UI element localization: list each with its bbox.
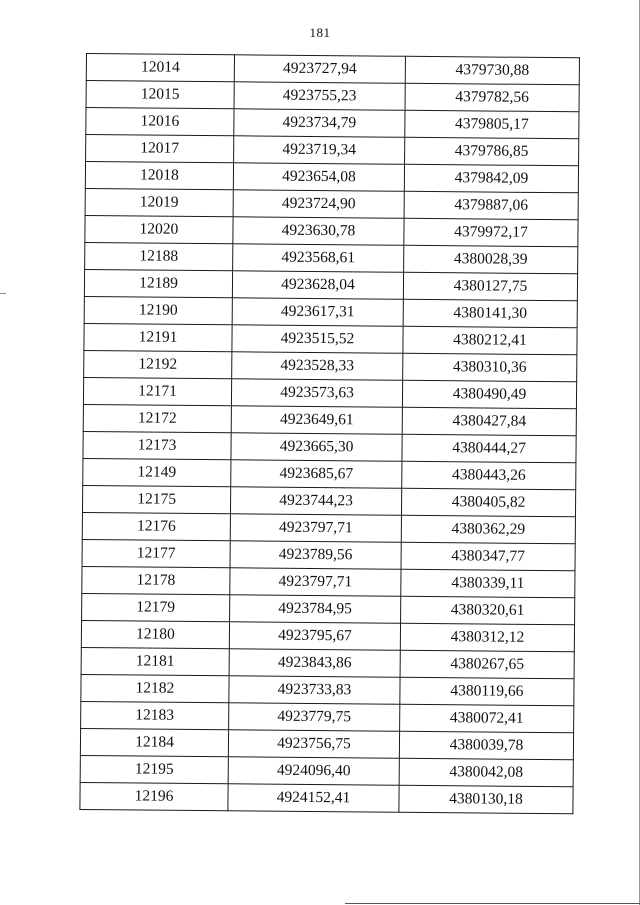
x-coordinate-cell: 4923685,67 (231, 460, 402, 488)
x-coordinate-cell: 4923528,33 (232, 352, 403, 380)
point-id-cell: 12178 (82, 566, 230, 594)
y-coordinate-cell: 4380130,18 (399, 785, 573, 814)
point-id-cell: 12188 (85, 242, 233, 270)
y-coordinate-cell: 4380339,11 (401, 569, 575, 598)
table-row (82, 485, 575, 516)
table-row (84, 323, 577, 354)
x-coordinate-cell: 4923573,63 (231, 379, 402, 407)
x-coordinate-cell: 4923756,75 (228, 730, 399, 758)
x-coordinate-cell: 4923649,61 (231, 406, 402, 434)
x-coordinate-cell: 4923744,23 (230, 487, 401, 515)
table-row (81, 620, 574, 651)
x-coordinate-cell: 4923654,08 (233, 163, 404, 191)
y-coordinate-cell: 4380320,61 (401, 596, 575, 625)
x-coordinate-cell: 4923755,23 (234, 82, 405, 110)
y-coordinate-cell: 4379782,56 (405, 83, 579, 112)
y-coordinate-cell: 4379972,17 (404, 218, 578, 247)
x-coordinate-cell: 4923795,67 (229, 622, 400, 650)
y-coordinate-cell: 4380028,39 (404, 245, 578, 274)
y-coordinate-cell: 4379786,85 (405, 137, 579, 166)
table-row (82, 539, 575, 570)
y-coordinate-cell: 4380119,66 (400, 677, 574, 706)
x-coordinate-cell: 4923628,04 (232, 271, 403, 299)
x-coordinate-cell: 4923789,56 (230, 541, 401, 569)
scan-mark-left (0, 293, 6, 294)
scan-line-bottom (345, 903, 640, 904)
y-coordinate-cell: 4380347,77 (401, 542, 575, 571)
point-id-cell: 12020 (85, 215, 233, 243)
point-id-cell: 12191 (84, 323, 232, 351)
x-coordinate-cell: 4923515,52 (232, 325, 403, 353)
x-coordinate-cell: 4923797,71 (230, 514, 401, 542)
table-row (85, 162, 578, 193)
point-id-cell: 12019 (85, 188, 233, 216)
table-row (82, 593, 575, 624)
table-row (83, 377, 576, 408)
y-coordinate-cell: 4380267,65 (400, 650, 574, 679)
x-coordinate-cell: 4923630,78 (233, 217, 404, 245)
table-row (80, 782, 573, 813)
point-id-cell: 12183 (81, 701, 229, 729)
x-coordinate-cell: 4923665,30 (231, 433, 402, 461)
point-id-cell: 12015 (86, 81, 234, 109)
x-coordinate-cell: 4923719,34 (234, 136, 405, 164)
table-row (86, 108, 579, 139)
y-coordinate-cell: 4380212,41 (403, 326, 577, 355)
table-row (81, 674, 574, 705)
x-coordinate-cell: 4923617,31 (232, 298, 403, 326)
x-coordinate-cell: 4923734,79 (234, 109, 405, 137)
y-coordinate-cell: 4379887,06 (404, 191, 578, 220)
y-coordinate-cell: 4380141,30 (403, 299, 577, 328)
table-row (84, 296, 577, 327)
table-row (84, 269, 577, 300)
table-row (84, 350, 577, 381)
point-id-cell: 12016 (86, 108, 234, 136)
x-coordinate-cell: 4923724,90 (233, 190, 404, 218)
y-coordinate-cell: 4379805,17 (405, 110, 579, 139)
point-id-cell: 12182 (81, 674, 229, 702)
x-coordinate-cell: 4923784,95 (230, 595, 401, 623)
y-coordinate-cell: 4380042,08 (399, 758, 573, 787)
x-coordinate-cell: 4923568,61 (233, 244, 404, 272)
table-row (80, 755, 573, 786)
point-id-cell: 12196 (80, 782, 228, 810)
point-id-cell: 12195 (80, 755, 228, 783)
table-row (85, 242, 578, 273)
point-id-cell: 12176 (82, 512, 230, 540)
point-id-cell: 12175 (82, 485, 230, 513)
y-coordinate-cell: 4380362,29 (401, 515, 575, 544)
y-coordinate-cell: 4380427,84 (402, 407, 576, 436)
y-coordinate-cell: 4380490,49 (402, 380, 576, 409)
y-coordinate-cell: 4380443,26 (402, 461, 576, 490)
page-number: 181 (309, 25, 331, 40)
table-row (83, 431, 576, 462)
x-coordinate-cell: 4924096,40 (228, 757, 399, 785)
table-row (83, 404, 576, 435)
y-coordinate-cell: 4380312,12 (400, 623, 574, 652)
y-coordinate-cell: 4379842,09 (404, 164, 578, 193)
table-row (86, 54, 579, 85)
table-row (85, 188, 578, 219)
point-id-cell: 12172 (83, 404, 231, 432)
point-id-cell: 12018 (85, 162, 233, 190)
y-coordinate-cell: 4380405,82 (401, 488, 575, 517)
point-id-cell: 12014 (86, 54, 234, 82)
point-id-cell: 12179 (82, 593, 230, 621)
point-id-cell: 12189 (84, 269, 232, 297)
coordinates-table (79, 53, 580, 814)
table-row (80, 728, 573, 759)
point-id-cell: 12192 (84, 350, 232, 378)
y-coordinate-cell: 4379730,88 (405, 56, 579, 85)
coordinates-table-body (80, 54, 580, 814)
point-id-cell: 12149 (83, 458, 231, 486)
x-coordinate-cell: 4923779,75 (229, 703, 400, 731)
table-row (83, 458, 576, 489)
table-row (81, 701, 574, 732)
y-coordinate-cell: 4380072,41 (400, 704, 574, 733)
table-row (86, 81, 579, 112)
point-id-cell: 12173 (83, 431, 231, 459)
x-coordinate-cell: 4923797,71 (230, 568, 401, 596)
y-coordinate-cell: 4380127,75 (403, 272, 577, 301)
point-id-cell: 12184 (80, 728, 228, 756)
point-id-cell: 12017 (86, 135, 234, 163)
y-coordinate-cell: 4380310,36 (403, 353, 577, 382)
y-coordinate-cell: 4380039,78 (399, 731, 573, 760)
x-coordinate-cell: 4923727,94 (234, 55, 405, 83)
point-id-cell: 12190 (84, 296, 232, 324)
point-id-cell: 12171 (83, 377, 231, 405)
table-row (81, 647, 574, 678)
x-coordinate-cell: 4923733,83 (229, 676, 400, 704)
x-coordinate-cell: 4923843,86 (229, 649, 400, 677)
table-row (85, 215, 578, 246)
point-id-cell: 12181 (81, 647, 229, 675)
table-row (82, 512, 575, 543)
point-id-cell: 12180 (81, 620, 229, 648)
y-coordinate-cell: 4380444,27 (402, 434, 576, 463)
point-id-cell: 12177 (82, 539, 230, 567)
table-row (82, 566, 575, 597)
x-coordinate-cell: 4924152,41 (228, 784, 399, 812)
table-row (86, 135, 579, 166)
